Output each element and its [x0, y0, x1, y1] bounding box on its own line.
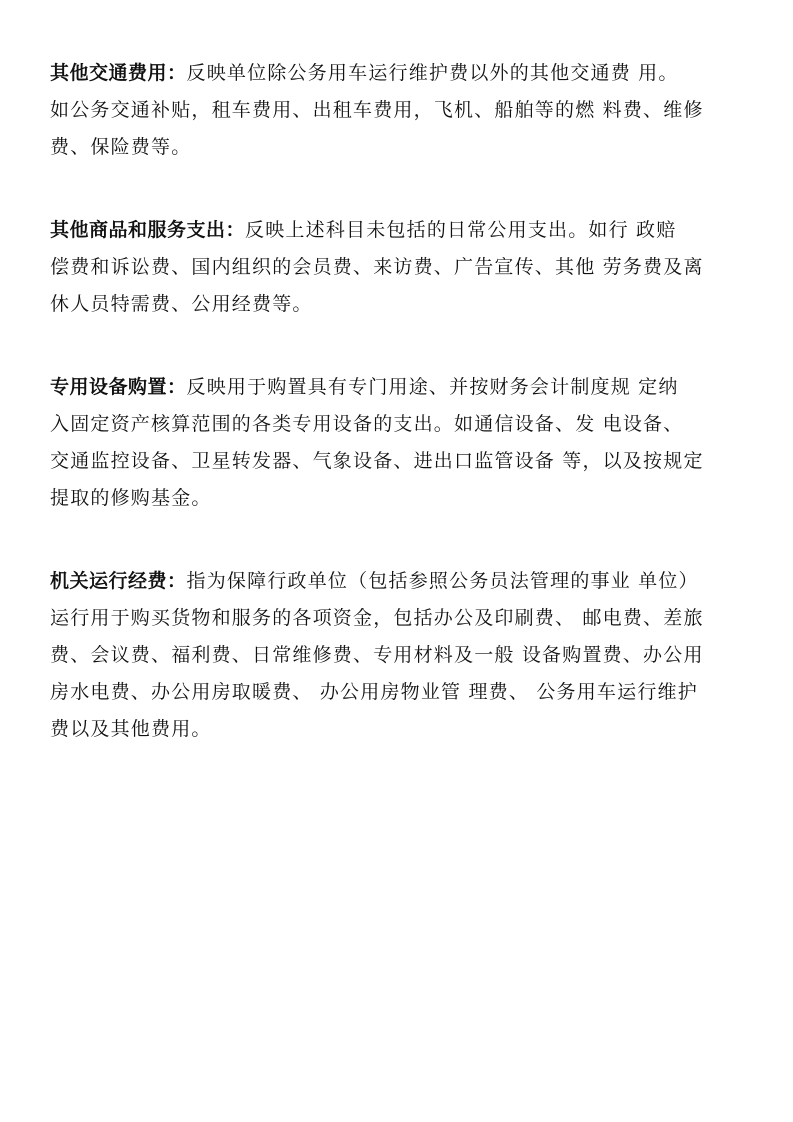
- paragraph-line: [50, 369, 750, 406]
- definition-text: 反映上述科目未包括的日常公用支出。如行 政赔: [245, 219, 677, 241]
- paragraph-line: [50, 563, 750, 600]
- definition-text: 指为保障行政单位（包括参照公务员法管理的事业 单位）: [186, 570, 699, 592]
- paragraph-other-transport-costs: [50, 55, 750, 166]
- paragraph-line: 运行用于购买货物和服务的各项资金，包括办公及印刷费、 邮电费、差旅: [50, 607, 704, 629]
- paragraph-line: [50, 55, 750, 92]
- paragraph-line: 提取的修购基金。: [50, 487, 212, 509]
- definition-text: 反映用于购置具有专门用途、并按财务会计制度规 定纳: [186, 376, 679, 398]
- paragraph-line: 偿费和诉讼费、国内组织的会员费、来访费、广告宣传、其他 劳务费及离: [50, 256, 704, 278]
- term-heading: 专用设备购置：: [50, 376, 187, 398]
- definition-text: 反映单位除公务用车运行维护费以外的其他交通费 用。: [186, 62, 679, 84]
- paragraph-line: 费、会议费、福利费、日常维修费、专用材料及一般 设备购置费、办公用: [50, 644, 704, 666]
- paragraph-line: 休人员特需费、公用经费等。: [50, 293, 313, 315]
- paragraph-line: 房水电费、办公用房取暖费、 办公用房物业管 理费、 公务用车运行维护: [50, 681, 698, 703]
- paragraph-line: [50, 212, 750, 249]
- paragraph-line: 交通监控设备、卫星转发器、气象设备、进出口监管设备 等，以及按规定: [50, 450, 704, 472]
- paragraph-line: 如公务交通补贴，租车费用、出租车费用，飞机、船舶等的燃 料费、维修: [50, 99, 704, 121]
- paragraph-other-goods-services: [50, 212, 750, 323]
- term-heading: 其他商品和服务支出：: [50, 219, 246, 241]
- paragraph-special-equipment: [50, 369, 750, 517]
- term-heading: 机关运行经费：: [50, 570, 187, 592]
- paragraph-agency-operating-funds: [50, 563, 750, 748]
- paragraph-line: 费以及其他费用。: [50, 718, 212, 740]
- term-heading: 其他交通费用：: [50, 62, 187, 84]
- paragraph-line: 入固定资产核算范围的各类专用设备的支出。如通信设备、发 电设备、: [50, 413, 684, 435]
- paragraph-line: 费、保险费等。: [50, 136, 192, 158]
